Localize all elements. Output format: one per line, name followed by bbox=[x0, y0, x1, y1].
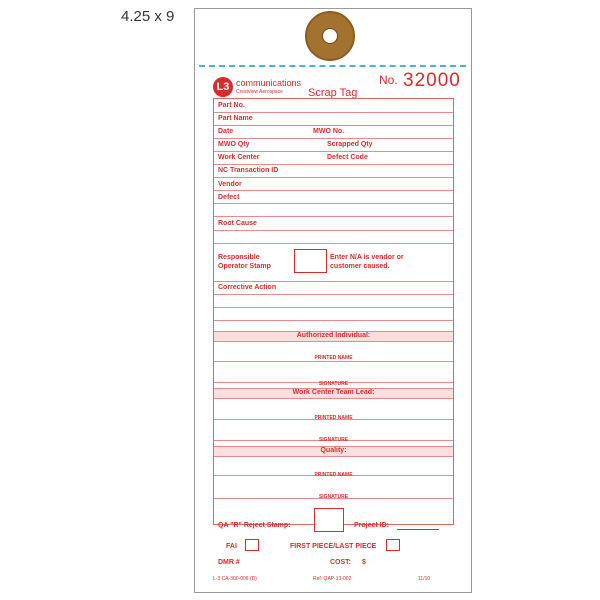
quality-signature: SIGNATURE bbox=[318, 494, 349, 500]
nc-transaction-label: NC Transaction ID bbox=[218, 167, 279, 174]
team-lead-heading: Work Center Team Lead: bbox=[292, 389, 375, 396]
first-last-piece-label: FIRST PIECE/LAST PIECE bbox=[290, 543, 377, 550]
form-rule bbox=[214, 320, 453, 321]
defect-label: Defect bbox=[218, 194, 240, 201]
revision-date: 11/10 bbox=[418, 576, 431, 582]
na-note-1: Enter N/A is vendor or bbox=[330, 254, 404, 261]
size-label: 4.25 x 9 bbox=[121, 8, 175, 25]
mwo-qty-label: MWO Qty bbox=[218, 141, 250, 148]
corrective-action-label: Corrective Action bbox=[218, 284, 277, 291]
form-rule bbox=[214, 190, 453, 191]
form-rule bbox=[214, 125, 453, 126]
dmr-label: DMR # bbox=[218, 559, 240, 566]
fai-label: FAI bbox=[226, 543, 237, 550]
quality-heading: Quality: bbox=[320, 447, 347, 454]
part-name-label: Part Name bbox=[218, 115, 253, 122]
cost-label: COST: bbox=[330, 559, 351, 566]
scrap-form bbox=[213, 98, 454, 525]
form-rule bbox=[214, 307, 453, 308]
logo-division: Crestview Aerospace bbox=[236, 89, 283, 95]
l3-logo-icon: L3 bbox=[213, 77, 233, 97]
tag-number-label: No. bbox=[379, 73, 398, 87]
form-rule bbox=[214, 151, 453, 152]
form-rule bbox=[214, 216, 453, 217]
operator-stamp-box[interactable] bbox=[294, 249, 327, 273]
form-rule bbox=[214, 164, 453, 165]
form-rule bbox=[214, 138, 453, 139]
cost-dollar-sign: $ bbox=[362, 559, 366, 566]
responsible-label-2: Operator Stamp bbox=[218, 263, 271, 270]
responsible-label-1: Responsible bbox=[218, 254, 260, 261]
team-lead-printed-name: PRINTED NAME bbox=[314, 415, 353, 421]
vendor-label: Vendor bbox=[218, 181, 242, 188]
grommet-reinforcement bbox=[305, 11, 355, 61]
perforation-line bbox=[199, 65, 466, 67]
grommet-hole bbox=[322, 28, 338, 44]
fai-checkbox[interactable] bbox=[245, 539, 259, 551]
tag-title: Scrap Tag bbox=[308, 87, 358, 99]
form-number: L-3 CA-300-006 (D) bbox=[213, 576, 257, 582]
form-rule bbox=[214, 203, 453, 204]
authorized-heading: Authorized Individual: bbox=[296, 332, 371, 339]
defect-code-label: Defect Code bbox=[327, 154, 368, 161]
form-rule bbox=[214, 281, 453, 282]
logo-name: communications bbox=[236, 78, 302, 88]
form-rule bbox=[214, 361, 453, 362]
form-rule bbox=[214, 294, 453, 295]
date-label: Date bbox=[218, 128, 234, 135]
form-rule bbox=[214, 230, 453, 231]
na-note-2: customer caused. bbox=[330, 263, 390, 270]
work-center-label: Work Center bbox=[218, 154, 260, 161]
authorized-signature: SIGNATURE bbox=[318, 381, 349, 387]
mwo-no-label: MWO No. bbox=[313, 128, 345, 135]
form-rule bbox=[214, 177, 453, 178]
team-lead-signature: SIGNATURE bbox=[318, 437, 349, 443]
quality-printed-name: PRINTED NAME bbox=[314, 472, 353, 478]
project-id-label: Project ID: bbox=[354, 522, 390, 529]
form-rule bbox=[214, 112, 453, 113]
qa-reject-stamp-label: QA "R" Reject Stamp: bbox=[218, 522, 291, 529]
first-last-piece-checkbox[interactable] bbox=[386, 539, 400, 551]
scrapped-qty-label: Scrapped Qty bbox=[327, 141, 373, 148]
project-id-line[interactable] bbox=[397, 529, 439, 530]
reference: Ref: QAP-13-002 bbox=[313, 576, 352, 582]
form-rule bbox=[214, 243, 453, 244]
part-no-label: Part No. bbox=[218, 102, 245, 109]
authorized-printed-name: PRINTED NAME bbox=[314, 355, 353, 361]
tag-number: 32000 bbox=[403, 70, 461, 91]
qa-reject-stamp-box[interactable] bbox=[314, 508, 344, 532]
root-cause-label: Root Cause bbox=[218, 220, 257, 227]
